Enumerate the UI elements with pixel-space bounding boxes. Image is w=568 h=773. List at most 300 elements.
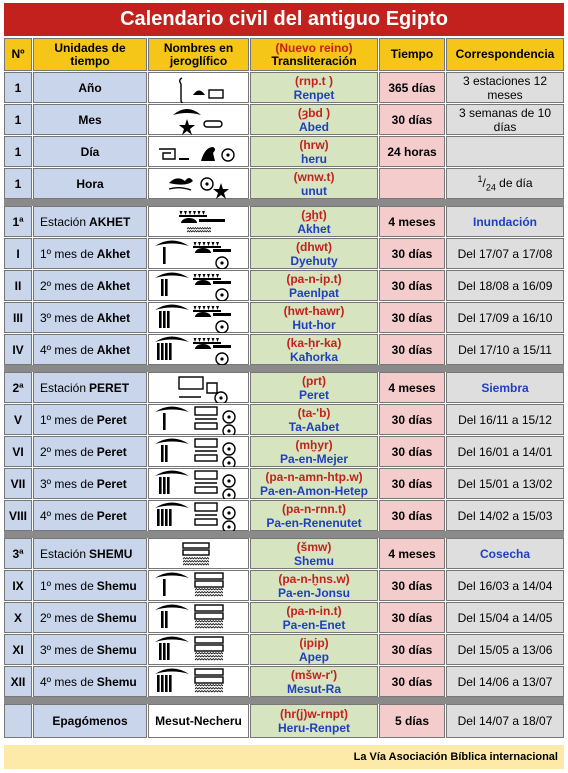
month-row <box>4 302 564 333</box>
time-unit <box>33 500 147 531</box>
correspondence <box>446 104 564 135</box>
unit-prefix: 4º mes de <box>40 342 94 357</box>
duration-text: 24 horas <box>387 144 437 159</box>
correspondence-text: Del 16/03 a 14/04 <box>457 578 553 593</box>
transliteration-text: (pa-n-in.t) <box>286 603 342 618</box>
row-number-text: 1 <box>14 144 22 159</box>
egyptian-name: Akhet <box>297 221 331 236</box>
egyptian-name: Pa-en-Jonsu <box>277 585 350 600</box>
hieroglyph-cell <box>148 302 249 333</box>
hieroglyph-cell <box>148 334 249 365</box>
hieroglyph-icon <box>149 137 248 167</box>
transliteration <box>250 334 378 365</box>
header-nombres: Nombres en jeroglífico <box>148 38 249 71</box>
transliteration <box>250 634 378 665</box>
header-nuevo-reino: (Nuevo reino) <box>275 40 353 55</box>
time-unit <box>33 468 147 499</box>
fraction-suffix: de día <box>495 176 533 191</box>
correspondence <box>446 206 564 237</box>
hieroglyph-cell <box>148 270 249 301</box>
row-number-text: VI <box>12 444 24 459</box>
hieroglyph-icon <box>149 405 248 435</box>
unit-prefix: 3º mes de <box>40 310 94 325</box>
correspondence-text: 3 estaciones 12 meses <box>462 73 548 102</box>
transliteration <box>250 468 378 499</box>
hieroglyph-cell <box>148 104 249 135</box>
unit-prefix: 1º mes de <box>40 412 94 427</box>
row-number-text: VII <box>10 476 26 491</box>
unit-season: Peret <box>96 508 127 523</box>
transliteration <box>250 206 378 237</box>
hieroglyph-cell <box>148 666 249 697</box>
unit-season: Akhet <box>96 342 131 357</box>
transliteration-text: (ȝbd ) <box>297 105 331 120</box>
hieroglyph-icon <box>149 239 248 269</box>
duration-text: 30 días <box>391 112 433 127</box>
hieroglyph-icon <box>149 271 248 301</box>
hieroglyph-cell <box>148 436 249 467</box>
row-number-text: II <box>14 278 22 293</box>
row-number <box>4 302 32 333</box>
duration <box>379 704 445 738</box>
correspondence-text: Del 15/05 a 13/06 <box>457 642 553 657</box>
header-row <box>4 38 564 71</box>
unit-row <box>4 168 564 199</box>
transliteration-text: (hr(j)w-rnpt) <box>280 707 348 721</box>
fraction-slash: / <box>482 176 486 191</box>
duration <box>379 436 445 467</box>
duration-text: 30 días <box>391 246 433 261</box>
time-unit <box>33 436 147 467</box>
row-number <box>4 334 32 365</box>
month-row <box>4 602 564 633</box>
transliteration <box>250 500 378 531</box>
transliteration <box>250 136 378 167</box>
duration-text: 365 días <box>388 80 436 95</box>
header-transliteracion <box>250 38 378 71</box>
row-number-text: V <box>13 412 22 427</box>
time-unit <box>33 570 147 601</box>
correspondence-text: 3 semanas de 10 días <box>458 105 552 134</box>
correspondence-text: Del 18/08 a 16/09 <box>457 278 553 293</box>
time-unit <box>33 372 147 403</box>
row-number-text: 2ª <box>12 380 24 395</box>
hieroglyph-icon <box>149 501 248 531</box>
hieroglyph-text: Mesut-Necheru <box>155 714 242 728</box>
correspondence <box>446 72 564 103</box>
unit-row <box>4 72 564 103</box>
hieroglyph-icon <box>149 667 248 697</box>
correspondence <box>446 602 564 633</box>
row-number <box>4 602 32 633</box>
unit-season: Peret <box>96 476 127 491</box>
row-number <box>4 436 32 467</box>
row-number-text: I <box>16 246 20 261</box>
row-number <box>4 704 32 738</box>
unit-prefix: 1º mes de <box>40 246 94 261</box>
egyptian-name: Pa-en-Amon-Hetep <box>259 483 368 498</box>
correspondence <box>446 136 564 167</box>
transliteration-text: (mḫyr) <box>295 437 333 452</box>
transliteration <box>250 302 378 333</box>
hieroglyph-icon <box>149 373 248 403</box>
egyptian-name: Pa-en-Enet <box>282 617 346 632</box>
unit-season: Akhet <box>96 246 131 261</box>
section-divider <box>4 365 564 372</box>
unit-season: AKHET <box>89 214 131 229</box>
duration-text: 30 días <box>391 444 433 459</box>
time-unit <box>33 404 147 435</box>
time-unit <box>33 666 147 697</box>
row-number <box>4 104 32 135</box>
row-number-text: IV <box>12 342 24 357</box>
egyptian-name: Kaħorka <box>289 349 339 364</box>
transliteration-text: (pa-n-amn-htp.w) <box>265 469 363 484</box>
row-number-text: VIII <box>8 508 27 523</box>
hieroglyph-cell <box>148 168 249 199</box>
hieroglyph-cell <box>148 570 249 601</box>
hieroglyph-cell <box>148 72 249 103</box>
row-number <box>4 372 32 403</box>
correspondence <box>446 468 564 499</box>
egyptian-name: Mesut-Ra <box>286 681 341 696</box>
hieroglyph-cell <box>148 500 249 531</box>
unit-season: Shemu <box>96 578 137 593</box>
unit-season: Akhet <box>96 278 131 293</box>
duration <box>379 468 445 499</box>
egyptian-name: Abed <box>299 119 329 134</box>
transliteration-text: (hrw) <box>299 137 329 152</box>
unit-season: Shemu <box>96 642 137 657</box>
transliteration-text: (ta-'b) <box>297 405 331 420</box>
unit-season: Akhet <box>96 310 131 325</box>
page-title: Calendario civil del antiguo Egipto <box>4 3 564 36</box>
time-unit <box>33 538 147 569</box>
transliteration <box>250 372 378 403</box>
duration-text: 30 días <box>391 278 433 293</box>
unit-season: Shemu <box>96 674 137 689</box>
duration <box>379 72 445 103</box>
correspondence-text: Del 16/11 a 15/12 <box>458 412 552 427</box>
transliteration-text: (rnp.t ) <box>295 73 333 88</box>
egyptian-name: unut <box>301 183 327 198</box>
time-unit <box>33 104 147 135</box>
duration <box>379 104 445 135</box>
transliteration <box>250 538 378 569</box>
correspondence-text: Del 14/02 a 15/03 <box>457 508 553 523</box>
unit-prefix: Estación <box>40 380 87 395</box>
transliteration-text: (pa-n-rnn.t) <box>282 501 346 516</box>
duration-text: 30 días <box>391 578 433 593</box>
unit-season: PERET <box>89 380 130 395</box>
time-unit <box>33 136 147 167</box>
row-number-text: XII <box>10 674 26 689</box>
section-divider <box>4 531 564 538</box>
time-unit <box>33 238 147 269</box>
row-number <box>4 136 32 167</box>
row-number <box>4 238 32 269</box>
hieroglyph-icon <box>149 335 248 365</box>
row-number-text: 1 <box>14 80 22 95</box>
correspondence <box>446 570 564 601</box>
month-row <box>4 634 564 665</box>
correspondence-text: Del 15/01 a 13/02 <box>457 476 553 491</box>
header-unidades: Unidades de tiempo <box>33 38 147 71</box>
time-unit <box>33 270 147 301</box>
footer-credit: La Vía Asociación Bíblica internacional <box>4 745 564 769</box>
transliteration <box>250 270 378 301</box>
transliteration <box>250 704 378 738</box>
transliteration <box>250 570 378 601</box>
header-transliteracion-label: Transliteración <box>271 53 357 68</box>
duration <box>379 168 445 199</box>
row-number <box>4 270 32 301</box>
unit-row <box>4 104 564 135</box>
unit-name: Año <box>78 80 102 95</box>
transliteration-text: (hwt-hawr) <box>283 303 345 318</box>
egyptian-name: Paenlpat <box>288 285 339 300</box>
unit-prefix: 2º mes de <box>40 610 94 625</box>
unit-prefix: 4º mes de <box>40 508 94 523</box>
fraction <box>477 172 532 194</box>
correspondence-text: Del 14/06 a 13/07 <box>457 674 553 689</box>
unit-prefix: 2º mes de <box>40 278 94 293</box>
fraction-denominator: 24 <box>485 182 496 193</box>
duration-text: 30 días <box>391 674 433 689</box>
month-row <box>4 500 564 531</box>
row-number-text: 3ª <box>12 546 24 561</box>
duration-text: 30 días <box>391 508 433 523</box>
transliteration-text: (ka-ḥr-ka) <box>286 335 342 350</box>
hieroglyph-cell <box>148 538 249 569</box>
unit-prefix: 1º mes de <box>40 578 94 593</box>
transliteration <box>250 238 378 269</box>
hieroglyph-icon <box>149 635 248 665</box>
time-unit <box>33 602 147 633</box>
transliteration <box>250 666 378 697</box>
row-number <box>4 500 32 531</box>
hieroglyph-icon <box>149 437 248 467</box>
duration <box>379 500 445 531</box>
duration <box>379 334 445 365</box>
hieroglyph-cell <box>148 634 249 665</box>
egyptian-name: Pa-en-Renenutet <box>266 515 362 530</box>
correspondence-text: Del 15/04 a 14/05 <box>457 610 553 625</box>
duration <box>379 666 445 697</box>
hieroglyph-icon <box>149 603 248 633</box>
row-number-text: XI <box>12 642 24 657</box>
correspondence-text: Del 16/01 a 14/01 <box>457 444 553 459</box>
duration-text: 30 días <box>391 342 433 357</box>
correspondence <box>446 538 564 569</box>
unit-row <box>4 136 564 167</box>
duration <box>379 570 445 601</box>
hieroglyph-icon <box>149 207 248 237</box>
row-number-text: III <box>12 310 23 325</box>
hieroglyph-icon <box>149 539 248 569</box>
hieroglyph-icon <box>149 105 248 135</box>
hieroglyph-cell <box>148 238 249 269</box>
row-number-text: 1 <box>14 176 22 191</box>
transliteration-text: (ȝḫt) <box>301 207 327 222</box>
correspondence-text: Del 17/10 a 15/11 <box>458 342 552 357</box>
transliteration-text: (mšw-r') <box>290 667 338 682</box>
hieroglyph-icon <box>149 73 248 103</box>
row-number-text: IX <box>12 578 24 593</box>
correspondence <box>446 634 564 665</box>
transliteration-text: (ipip) <box>299 635 329 650</box>
transliteration <box>250 602 378 633</box>
time-unit <box>33 206 147 237</box>
hieroglyph-icon <box>149 303 248 333</box>
unit-season: SHEMU <box>89 546 133 561</box>
row-number <box>4 206 32 237</box>
egyptian-name: Dyehuty <box>290 253 338 268</box>
duration <box>379 270 445 301</box>
month-row <box>4 404 564 435</box>
section-divider <box>4 199 564 206</box>
hieroglyph-cell <box>148 136 249 167</box>
egyptian-name: Heru-Renpet <box>277 721 350 735</box>
duration-text: 5 días <box>394 714 430 728</box>
unit-prefix: 2º mes de <box>40 444 94 459</box>
unit-prefix: Estación <box>40 546 87 561</box>
correspondence <box>446 270 564 301</box>
time-unit <box>33 704 147 738</box>
hieroglyph-icon <box>149 571 248 601</box>
hieroglyph-icon <box>149 469 248 499</box>
egyptian-name: Shemu <box>293 553 334 568</box>
transliteration <box>250 72 378 103</box>
transliteration-text: (šmw) <box>296 539 332 554</box>
hieroglyph-cell <box>148 404 249 435</box>
month-row <box>4 570 564 601</box>
duration-text: 4 meses <box>388 214 436 229</box>
duration-text: 30 días <box>391 310 433 325</box>
correspondence <box>446 168 564 199</box>
duration-text: 30 días <box>391 412 433 427</box>
correspondence-text: Siembra <box>481 380 529 395</box>
header-tiempo: Tiempo <box>379 38 445 71</box>
month-row <box>4 334 564 365</box>
duration-text: 30 días <box>391 642 433 657</box>
epagomenos-row <box>4 704 564 738</box>
correspondence-text: Cosecha <box>479 546 531 561</box>
month-row <box>4 666 564 697</box>
header-n: Nº <box>4 38 32 71</box>
season-row <box>4 206 564 237</box>
time-unit <box>33 168 147 199</box>
correspondence-text: Inundación <box>473 214 537 229</box>
month-row <box>4 270 564 301</box>
row-number <box>4 72 32 103</box>
season-row <box>4 372 564 403</box>
correspondence <box>446 704 564 738</box>
duration <box>379 372 445 403</box>
hieroglyph-cell <box>148 372 249 403</box>
unit-prefix: 3º mes de <box>40 642 94 657</box>
correspondence <box>446 302 564 333</box>
hieroglyph-icon <box>149 169 248 199</box>
unit-prefix: Estación <box>40 214 87 229</box>
row-number <box>4 468 32 499</box>
row-number <box>4 538 32 569</box>
correspondence <box>446 404 564 435</box>
row-number <box>4 634 32 665</box>
row-number <box>4 404 32 435</box>
month-row <box>4 468 564 499</box>
unit-season: Peret <box>96 412 127 427</box>
transliteration <box>250 168 378 199</box>
transliteration <box>250 436 378 467</box>
transliteration-text: (prt) <box>302 373 326 388</box>
correspondence-text: Del 17/09 a 16/10 <box>457 310 553 325</box>
time-unit <box>33 634 147 665</box>
transliteration <box>250 404 378 435</box>
time-unit <box>33 72 147 103</box>
unit-prefix: 3º mes de <box>40 476 94 491</box>
duration <box>379 538 445 569</box>
unit-season: Peret <box>96 444 127 459</box>
row-number-text: 1ª <box>12 214 24 229</box>
row-number <box>4 666 32 697</box>
correspondence <box>446 372 564 403</box>
egyptian-name: Pa-en-Mejer <box>279 451 349 466</box>
duration <box>379 634 445 665</box>
duration-text: 4 meses <box>388 380 436 395</box>
egyptian-name: Ta-Aabet <box>288 419 340 434</box>
section-divider <box>4 697 564 704</box>
fraction-numerator: 1 <box>477 174 483 185</box>
correspondence <box>446 436 564 467</box>
duration <box>379 302 445 333</box>
hieroglyph-cell <box>148 602 249 633</box>
duration <box>379 238 445 269</box>
duration-text: 30 días <box>391 610 433 625</box>
hieroglyph-cell <box>148 468 249 499</box>
unit-season: Shemu <box>96 610 137 625</box>
egyptian-name: Renpet <box>293 87 335 102</box>
unit-name: Mes <box>78 112 102 127</box>
duration-text: 30 días <box>391 476 433 491</box>
time-unit <box>33 334 147 365</box>
correspondence <box>446 238 564 269</box>
duration <box>379 404 445 435</box>
duration-text: 4 meses <box>388 546 436 561</box>
hieroglyph-cell <box>148 704 249 738</box>
unit-name: Hora <box>76 176 104 191</box>
egyptian-name: Apep <box>299 649 329 664</box>
egyptian-name: Peret <box>298 387 330 402</box>
correspondence <box>446 334 564 365</box>
unit-prefix: 4º mes de <box>40 674 94 689</box>
row-number <box>4 168 32 199</box>
transliteration-text: (wnw.t) <box>293 169 335 184</box>
transliteration-text: (dhwt) <box>296 239 332 254</box>
month-row <box>4 436 564 467</box>
transliteration-text: (pa-n-ip.t) <box>286 271 342 286</box>
correspondence <box>446 500 564 531</box>
hieroglyph-cell <box>148 206 249 237</box>
season-row <box>4 538 564 569</box>
month-row <box>4 238 564 269</box>
time-unit <box>33 302 147 333</box>
unit-name: Día <box>80 144 100 159</box>
row-number <box>4 570 32 601</box>
correspondence-text: Del 14/07 a 18/07 <box>457 714 553 728</box>
duration <box>379 136 445 167</box>
row-number-text: X <box>13 610 22 625</box>
